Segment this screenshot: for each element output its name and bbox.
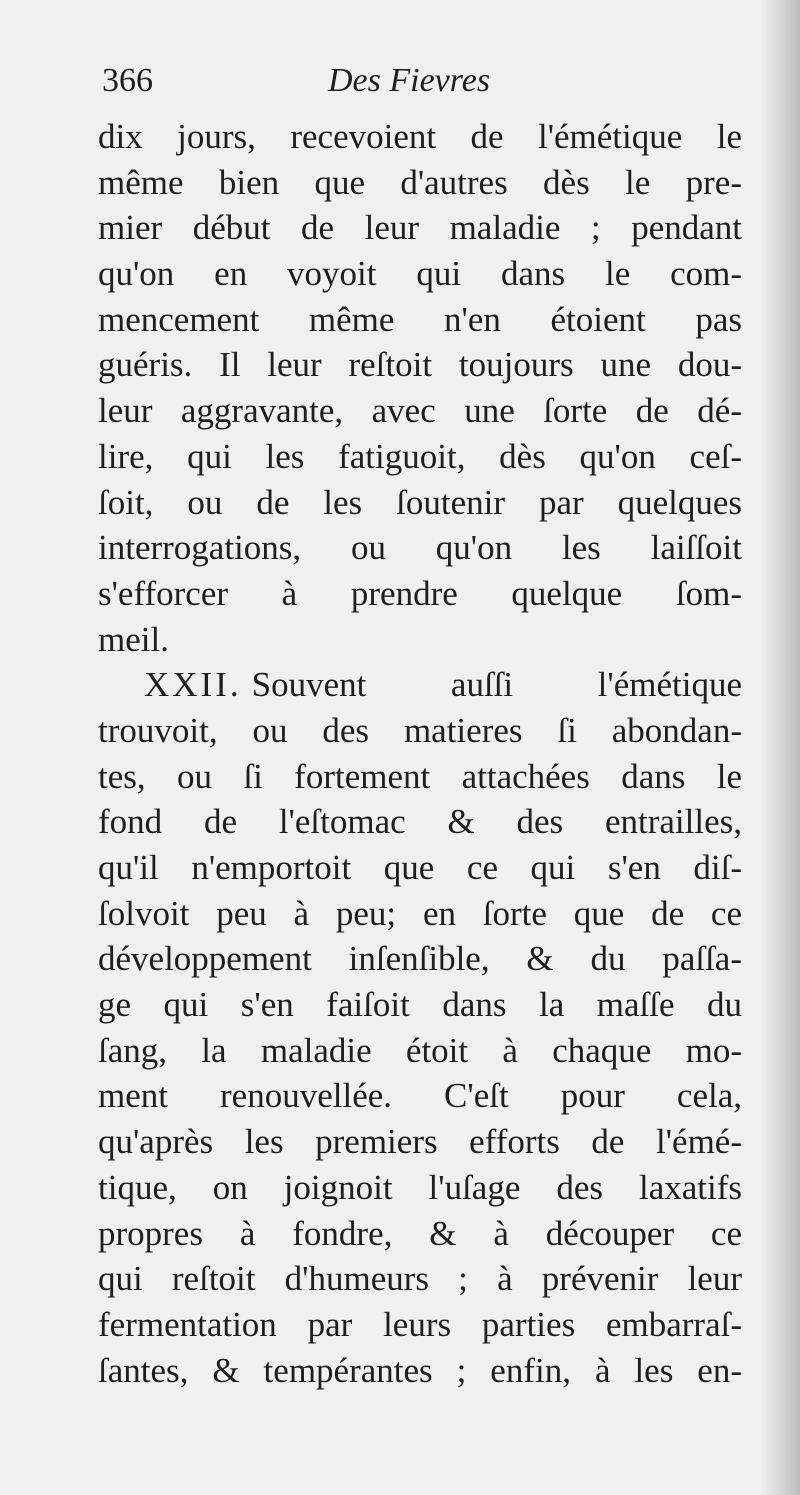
text-span: Souvent auſſi l'émétique	[251, 665, 742, 705]
section-number: XXII.	[144, 665, 242, 705]
text-line: mier début de leur maladie ; pendant	[98, 208, 742, 248]
text-line: ment renouvellée. C'eſt pour cela,	[98, 1076, 742, 1116]
text-line: développement inſenſible, & du paſſa-	[98, 939, 742, 979]
text-line: s'efforcer à prendre quelque ſom-	[98, 573, 742, 613]
text-line: dix jours, recevoient de l'émétique le	[98, 117, 742, 156]
text-line: lire, qui les fatiguoit, dès qu'on ceſ-	[98, 436, 742, 476]
text-line: qu'après les premiers efforts de l'émé-	[98, 1122, 742, 1162]
text-line: fond de l'eſtomac & des entrailles,	[98, 802, 742, 842]
running-title: Des Fievres	[328, 62, 491, 99]
page-number: 366	[102, 62, 153, 99]
text-line: ſantes, & tempérantes ; enfin, à les en-	[98, 1350, 742, 1390]
text-line: fermentation par leurs parties embarraſ-	[98, 1304, 742, 1344]
text-line: tique, on joignoit l'uſage des laxatifs	[98, 1167, 742, 1207]
text-line: ſang, la maladie étoit à chaque mo-	[98, 1030, 742, 1070]
paragraph-2	[98, 662, 742, 1393]
text-line: guéris. Il leur reſtoit toujours une dou-	[98, 345, 742, 385]
running-head	[98, 62, 742, 114]
section-opening-line	[98, 662, 742, 708]
text-line: qu'on en voyoit qui dans le com-	[98, 254, 742, 294]
text-line: meil.	[98, 619, 169, 659]
text-line: tes, ou ſi fortement attachées dans le	[98, 756, 742, 796]
paragraph-1	[98, 114, 742, 662]
page-edge-shadow	[760, 0, 800, 1495]
text-line: ge qui s'en faiſoit dans la maſſe du	[98, 985, 742, 1025]
text-line: qui reſtoit d'humeurs ; à prévenir leur	[98, 1259, 742, 1299]
text-line: leur aggravante, avec une ſorte de dé-	[98, 391, 742, 431]
book-page	[98, 62, 742, 1393]
text-line: mencement même n'en étoient pas	[98, 299, 742, 339]
text-line: ſolvoit peu à peu; en ſorte que de ce	[98, 893, 742, 933]
text-line: qu'il n'emportoit que ce qui s'en diſ-	[98, 848, 742, 887]
text-line: ſoit, ou de les ſoutenir par quelques	[98, 482, 742, 522]
text-line: propres à fondre, & à découper ce	[98, 1213, 742, 1253]
text-line: interrogations, ou qu'on les laiſſoit	[98, 528, 742, 568]
text-line: même bien que d'autres dès le pre-	[98, 162, 742, 202]
text-line: trouvoit, ou des matieres ſi abondan-	[98, 710, 742, 750]
